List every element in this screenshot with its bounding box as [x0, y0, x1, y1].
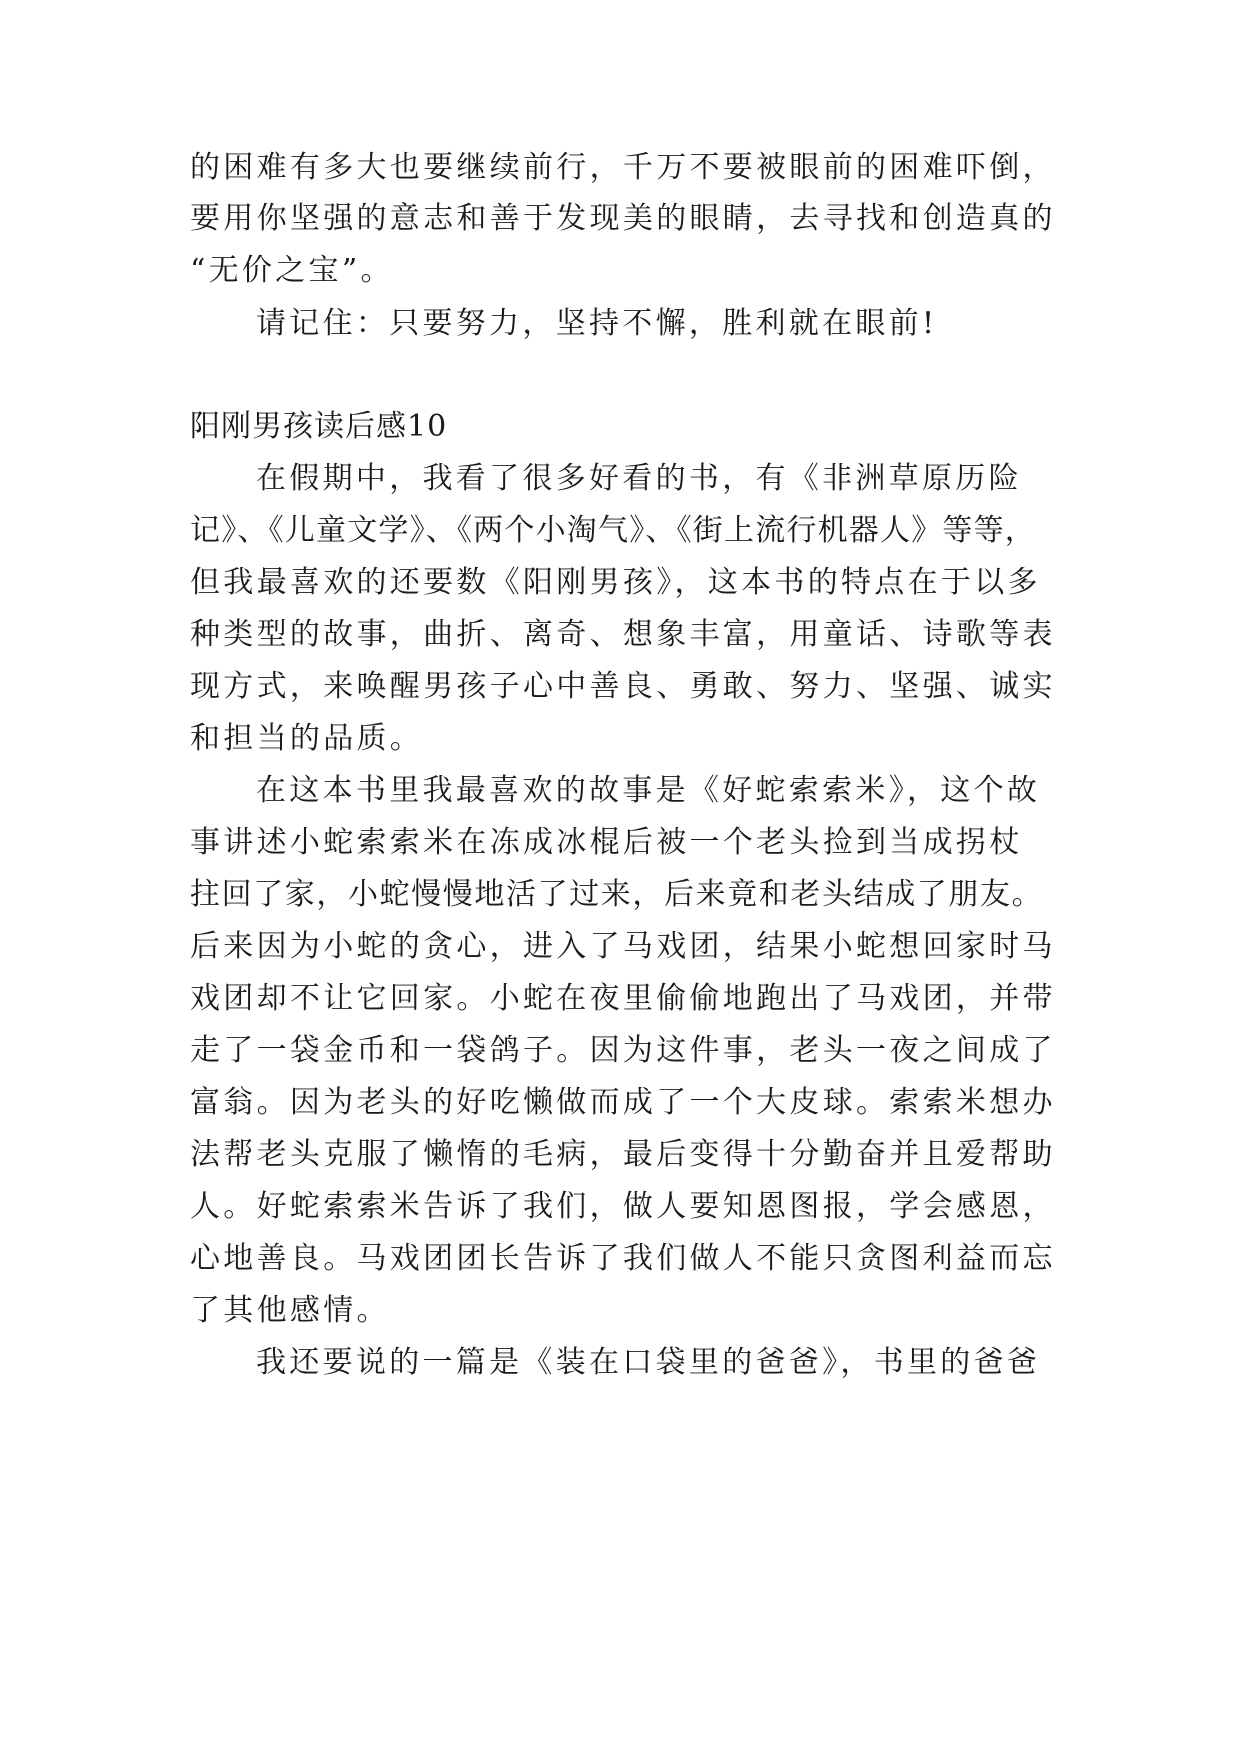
text-line: 富翁。因为老头的好吃懒做而成了一个大皮球。索索米想办 — [190, 1085, 1056, 1120]
text-line: 走了一袋金币和一袋鸽子。因为这件事，老头一夜之间成了 — [190, 1033, 1056, 1068]
text-line: 后来因为小蛇的贪心，进入了马戏团，结果小蛇想回家时马 — [190, 929, 1056, 964]
text-line: 的困难有多大也要继续前行，千万不要被眼前的困难吓倒， — [190, 150, 1056, 185]
text-line: 戏团却不让它回家。小蛇在夜里偷偷地跑出了马戏团，并带 — [190, 981, 1056, 1016]
text-line: 要用你坚强的意志和善于发现美的眼睛，去寻找和创造真的 — [190, 201, 1056, 236]
text-line: “无价之宝”。 — [190, 253, 394, 288]
text-line: 在这本书里我最喜欢的故事是《好蛇索索米》，这个故 — [256, 773, 1041, 808]
closing-sentence: 请记住：只要努力，坚持不懈，胜利就在眼前! — [256, 306, 938, 341]
text-line: 拄回了家，小蛇慢慢地活了过来，后来竟和老头结成了朋友。 — [190, 877, 1044, 912]
text-line: 种类型的故事，曲折、离奇、想象丰富，用童话、诗歌等表 — [190, 617, 1056, 652]
text-line: 在假期中，我看了很多好看的书，有《非洲草原历险 — [256, 461, 1022, 496]
text-line: 事讲述小蛇索索米在冻成冰棍后被一个老头捡到当成拐杖 — [190, 825, 1023, 860]
text-line: 现方式，来唤醒男孩子心中善良、勇敢、努力、坚强、诚实 — [190, 669, 1056, 704]
text-line: 心地善良。马戏团团长告诉了我们做人不能只贪图利益而忘 — [190, 1241, 1056, 1276]
text-line: 人。好蛇索索米告诉了我们，做人要知恩图报，学会感恩， — [190, 1189, 1056, 1224]
section-title: 阳刚男孩读后感10 — [190, 409, 448, 444]
text-line: 法帮老头克服了懒惰的毛病，最后变得十分勤奋并且爱帮助 — [190, 1137, 1056, 1172]
text-line: 但我最喜欢的还要数《阳刚男孩》，这本书的特点在于以多 — [190, 565, 1041, 600]
text-line: 了其他感情。 — [190, 1293, 390, 1328]
text-line: 我还要说的一篇是《装在口袋里的爸爸》，书里的爸爸 — [256, 1345, 1041, 1380]
text-line: 和担当的品质。 — [190, 721, 424, 756]
text-line: 记》、《儿童文学》、《两个小淘气》、《街上流行机器人》等等， — [190, 513, 1036, 548]
